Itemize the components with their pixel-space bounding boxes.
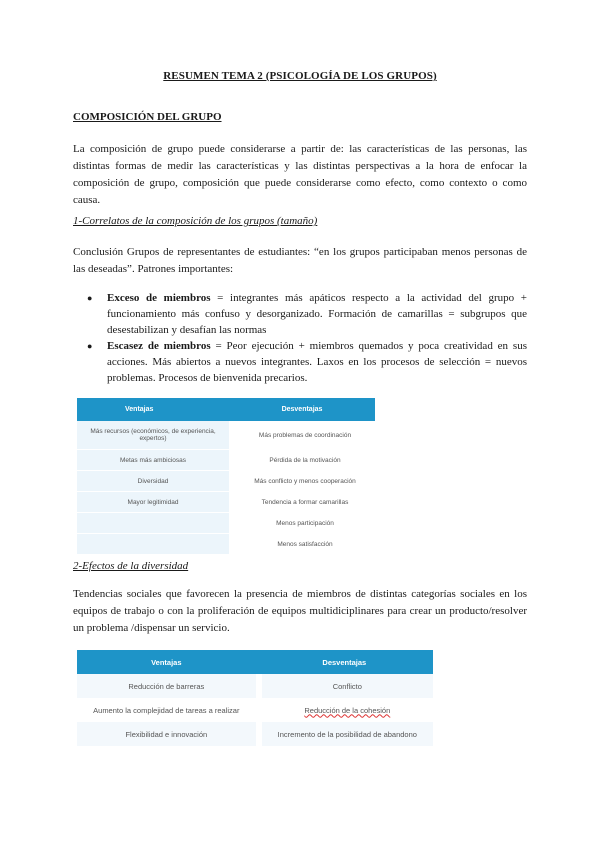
diversity-advantages-table xyxy=(77,650,433,746)
table-row xyxy=(77,492,375,513)
list-item xyxy=(73,338,527,386)
table-row xyxy=(77,674,433,698)
size-advantages-table xyxy=(77,398,375,555)
table-row xyxy=(77,421,375,450)
table-cell: Pérdida de la motivación xyxy=(229,450,375,471)
table-cell: Conflicto xyxy=(256,674,433,698)
document-title: RESUMEN TEMA 2 (PSICOLOGÍA DE LOS GRUPOS) xyxy=(163,70,437,82)
list-item xyxy=(73,290,527,338)
bullet-term: Escasez de miembros xyxy=(107,340,211,352)
bullet-term: Exceso de miembros xyxy=(107,292,211,304)
table-row xyxy=(77,722,433,746)
subheading-size: 1-Correlatos de la composición de los grupos (tamaño) xyxy=(73,215,318,227)
diversity-paragraph: Tendencias sociales que favorecen la presencia de miembros de distintas categorías sociales en los equipos de trabajo o con la proliferación de equipos multidiciplinares para crear un producto/resolver un problema /dispensar un servicio. xyxy=(73,588,527,634)
table-header-advantages: Ventajas xyxy=(77,398,229,421)
table-cell: Flexibilidad e innovación xyxy=(77,722,256,746)
table-cell: Tendencia a formar camarillas xyxy=(229,492,375,513)
table-cell: Más recursos (económicos, de experiencia, expertos) xyxy=(77,421,229,450)
bullet-icon: ● xyxy=(87,341,93,351)
table-cell xyxy=(77,534,229,555)
intro-paragraph: La composición de grupo puede considerarse a partir de: las características de las personas, las distintas formas de medir las características y las distintas perspectivas a la hora de enfocar la composición de grupo, composición que puede considerarse como efecto, como contexto o como causa. xyxy=(73,143,527,206)
table-row xyxy=(77,450,375,471)
bullet-text: = Peor ejecución + miembros quemados y poca creatividad en sus acciones. Más abiertos a nuevos integrantes. Laxos en los procesos de selección = nuevos problemas. Procesos de bienvenida precarios. xyxy=(107,340,527,384)
table-cell: Diversidad xyxy=(77,471,229,492)
table-row xyxy=(77,698,433,722)
section-heading: COMPOSICIÓN DEL GRUPO xyxy=(73,111,222,123)
bullet-icon: ● xyxy=(87,293,93,303)
subheading-diversity: 2-Efectos de la diversidad xyxy=(73,560,189,572)
table-cell: Mayor legitimidad xyxy=(77,492,229,513)
conclusion-paragraph: Conclusión Grupos de representantes de estudiantes: “en los grupos participaban menos personas de las deseadas”. Patrones importantes: xyxy=(73,246,527,275)
table-row xyxy=(77,534,375,555)
table-row xyxy=(77,513,375,534)
table-cell xyxy=(256,698,433,722)
table-cell: Más problemas de coordinación xyxy=(229,421,375,450)
table-cell xyxy=(77,513,229,534)
table-cell: Incremento de la posibilidad de abandono xyxy=(256,722,433,746)
table-cell: Menos participación xyxy=(229,513,375,534)
table-header-advantages: Ventajas xyxy=(77,650,256,674)
bullet-list xyxy=(73,290,527,386)
table-cell: Reducción de barreras xyxy=(77,674,256,698)
table-header-disadvantages: Desventajas xyxy=(229,398,375,421)
table-cell: Menos satisfacción xyxy=(229,534,375,555)
table-cell: Aumento la complejidad de tareas a realizar xyxy=(77,698,256,722)
table-cell: Metas más ambiciosas xyxy=(77,450,229,471)
spellcheck-underline: Reducción de la cohesión xyxy=(304,705,391,715)
table-row xyxy=(77,471,375,492)
table-cell: Más conflicto y menos cooperación xyxy=(229,471,375,492)
bullet-text: = integrantes más apáticos respecto a la actividad del grupo + funcionamiento más confuso y desorganizado. Formación de camarillas = subgrupos que desestabilizan y desafían las normas xyxy=(107,292,527,336)
table-header-disadvantages: Desventajas xyxy=(256,650,433,674)
